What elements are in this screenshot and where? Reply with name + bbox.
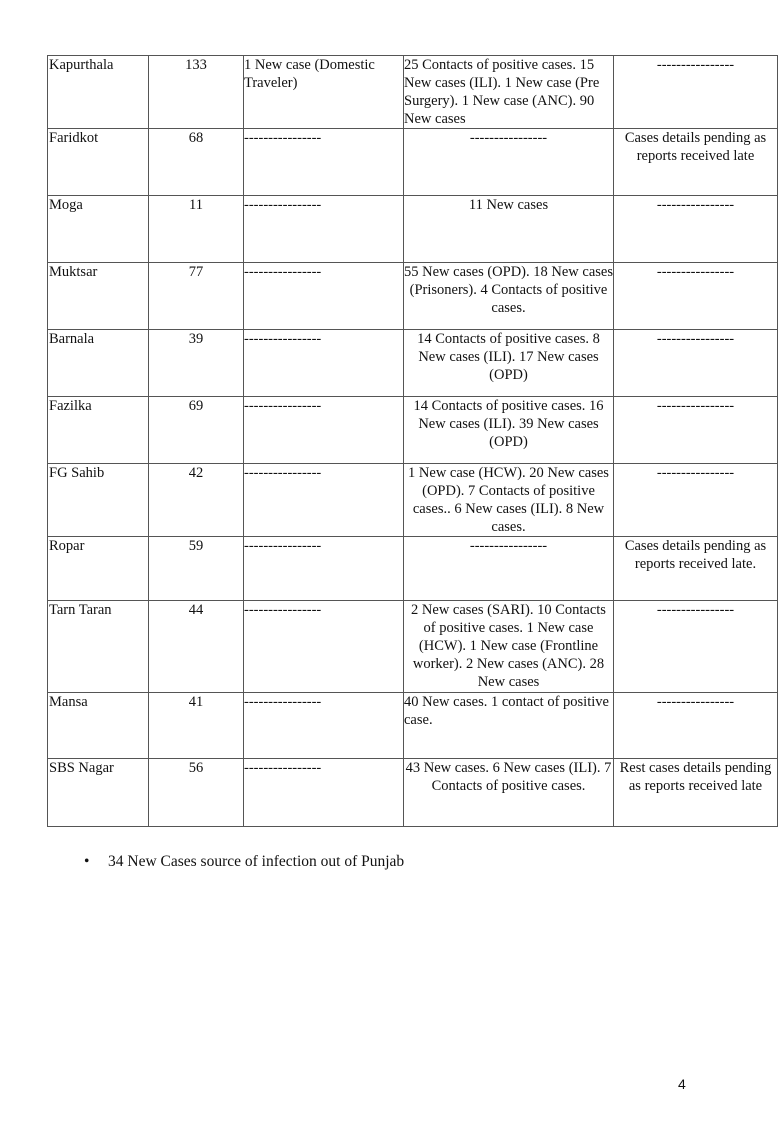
case-count: 133 bbox=[149, 56, 244, 129]
remarks: ---------------- bbox=[614, 397, 778, 464]
case-count: 56 bbox=[149, 759, 244, 827]
case-details: 14 Contacts of positive cases. 16 New cases (ILI). 39 New cases (OPD) bbox=[404, 397, 614, 464]
infection-source: ---------------- bbox=[244, 601, 404, 693]
case-count: 41 bbox=[149, 693, 244, 759]
table-row bbox=[48, 129, 778, 196]
case-details: 11 New cases bbox=[404, 196, 614, 263]
table-row bbox=[48, 397, 778, 464]
district-name: Ropar bbox=[48, 537, 149, 601]
case-count: 39 bbox=[149, 330, 244, 397]
district-name: FG Sahib bbox=[48, 464, 149, 537]
table-row bbox=[48, 537, 778, 601]
infection-source: ---------------- bbox=[244, 537, 404, 601]
table-row bbox=[48, 693, 778, 759]
case-count: 59 bbox=[149, 537, 244, 601]
case-details: 2 New cases (SARI). 10 Contacts of positive cases. 1 New case (HCW). 1 New case (Frontline worker). 2 New cases (ANC). 28 New cases bbox=[404, 601, 614, 693]
district-name: Tarn Taran bbox=[48, 601, 149, 693]
remarks: ---------------- bbox=[614, 693, 778, 759]
remarks: ---------------- bbox=[614, 601, 778, 693]
bullet-note bbox=[84, 852, 404, 872]
remarks: ---------------- bbox=[614, 56, 778, 129]
case-details: 40 New cases. 1 contact of positive case. bbox=[404, 693, 614, 759]
table-row bbox=[48, 330, 778, 397]
remarks: Cases details pending as reports received late bbox=[614, 129, 778, 196]
case-details: 55 New cases (OPD). 18 New cases (Prisoners). 4 Contacts of positive cases. bbox=[404, 263, 614, 330]
infection-source: ---------------- bbox=[244, 196, 404, 263]
infection-source: ---------------- bbox=[244, 129, 404, 196]
district-name: Moga bbox=[48, 196, 149, 263]
infection-source: ---------------- bbox=[244, 397, 404, 464]
remarks: ---------------- bbox=[614, 196, 778, 263]
case-details: 43 New cases. 6 New cases (ILI). 7 Contacts of positive cases. bbox=[404, 759, 614, 827]
table-row bbox=[48, 196, 778, 263]
case-details: 25 Contacts of positive cases. 15 New cases (ILI). 1 New case (Pre Surgery). 1 New case (ANC). 90 New cases bbox=[404, 56, 614, 129]
infection-source: ---------------- bbox=[244, 693, 404, 759]
remarks: ---------------- bbox=[614, 263, 778, 330]
case-count: 68 bbox=[149, 129, 244, 196]
case-count: 44 bbox=[149, 601, 244, 693]
infection-source: ---------------- bbox=[244, 759, 404, 827]
case-count: 42 bbox=[149, 464, 244, 537]
case-details: ---------------- bbox=[404, 129, 614, 196]
infection-source: 1 New case (Domestic Traveler) bbox=[244, 56, 404, 129]
case-details: 14 Contacts of positive cases. 8 New cases (ILI). 17 New cases (OPD) bbox=[404, 330, 614, 397]
case-details: ---------------- bbox=[404, 537, 614, 601]
table-row bbox=[48, 759, 778, 827]
bullet-text: 34 New Cases source of infection out of Punjab bbox=[108, 853, 405, 870]
page-number: 4 bbox=[678, 1076, 686, 1092]
remarks: Rest cases details pending as reports received late bbox=[614, 759, 778, 827]
table-row bbox=[48, 263, 778, 330]
district-name: Mansa bbox=[48, 693, 149, 759]
remarks: Cases details pending as reports received late. bbox=[614, 537, 778, 601]
infection-source: ---------------- bbox=[244, 330, 404, 397]
infection-source: ---------------- bbox=[244, 464, 404, 537]
district-name: Barnala bbox=[48, 330, 149, 397]
case-count: 69 bbox=[149, 397, 244, 464]
table-row bbox=[48, 56, 778, 129]
infection-source: ---------------- bbox=[244, 263, 404, 330]
district-name: Fazilka bbox=[48, 397, 149, 464]
bullet-marker: • bbox=[84, 853, 90, 870]
table-row bbox=[48, 464, 778, 537]
case-count: 11 bbox=[149, 196, 244, 263]
table-row bbox=[48, 601, 778, 693]
remarks: ---------------- bbox=[614, 330, 778, 397]
district-name: Kapurthala bbox=[48, 56, 149, 129]
case-details: 1 New case (HCW). 20 New cases (OPD). 7 Contacts of positive cases.. 6 New cases (ILI). 8 New cases. bbox=[404, 464, 614, 537]
district-name: Faridkot bbox=[48, 129, 149, 196]
district-name: SBS Nagar bbox=[48, 759, 149, 827]
district-cases-table bbox=[47, 55, 778, 827]
remarks: ---------------- bbox=[614, 464, 778, 537]
district-name: Muktsar bbox=[48, 263, 149, 330]
case-count: 77 bbox=[149, 263, 244, 330]
